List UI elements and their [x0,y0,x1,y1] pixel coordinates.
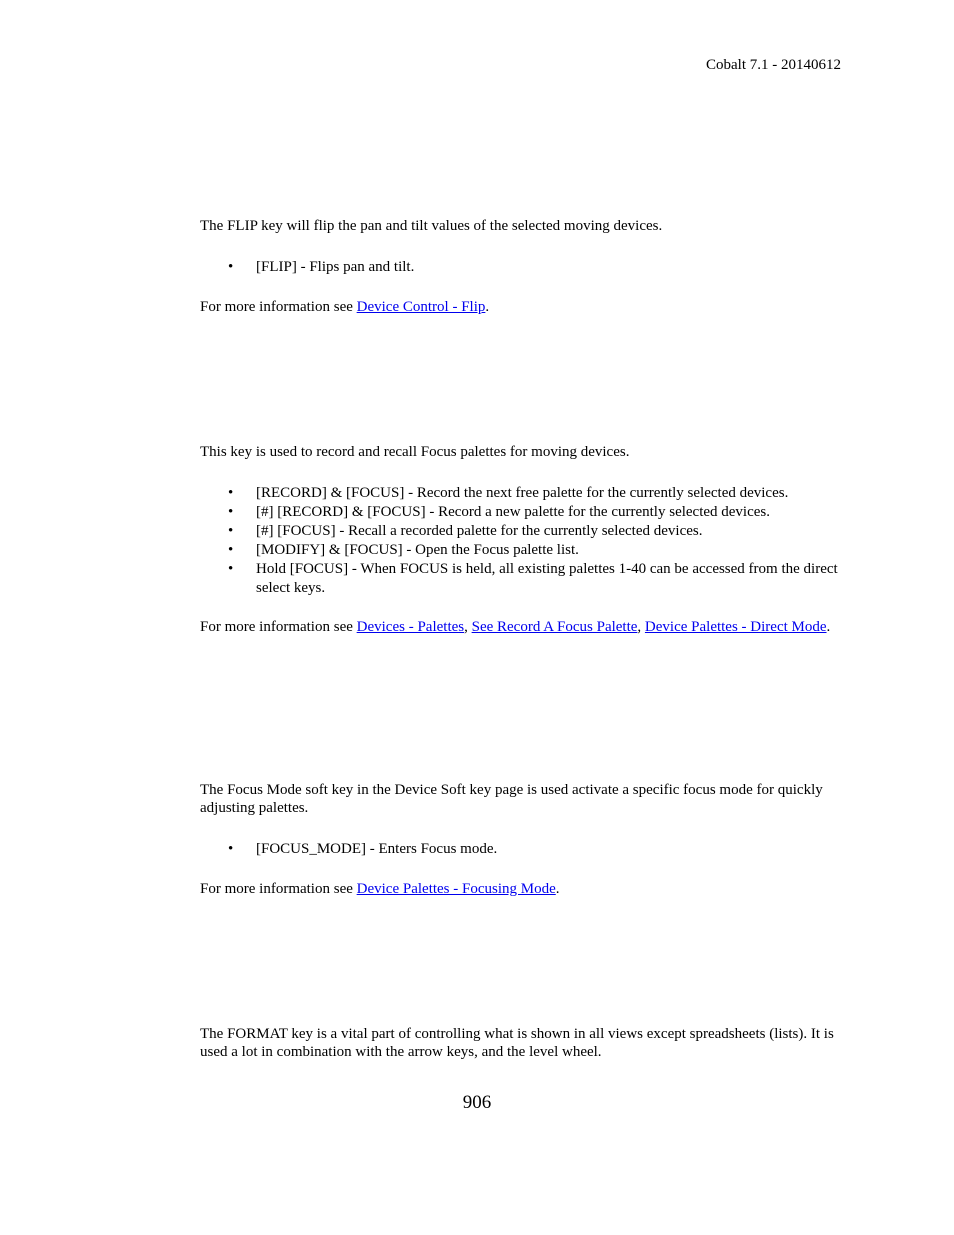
page-number: 906 [462,1092,492,1113]
bullet-icon: • [228,561,234,577]
list-item: • Hold [FOCUS] - When FOCUS is held, all existing palettes 1-40 can be accessed from the direct select keys. [228,561,838,596]
focus-mode-intro: The Focus Mode soft key in the Device Soft key page is used activate a specific focus mode for quickly adjusting palettes. [200,782,823,816]
flip-bullet-list [200,258,840,277]
list-item: • [#] [RECORD] & [FOCUS] - Record a new palette for the currently selected devices. [228,504,771,520]
list-item: • [RECORD] & [FOCUS] - Record the next free palette for the currently selected devices. [228,485,789,501]
bullet-icon: • [228,504,234,520]
list-item: • [FOCUS_MODE] - Enters Focus mode. [228,841,498,857]
link-record-a-focus-palette[interactable]: See Record A Focus Palette [471,619,638,635]
link-device-palettes-direct-mode[interactable]: Device Palettes - Direct Mode [644,619,827,635]
focus-mode-bullet-list [200,840,840,859]
list-item: • [#] [FOCUS] - Recall a recorded palette for the currently selected devices. [228,523,703,539]
link-devices-palettes[interactable]: Devices - Palettes [356,619,465,635]
bullet-icon: • [228,259,234,275]
bullet-icon: • [228,485,234,501]
link-device-control-flip[interactable]: Device Control - Flip [356,299,486,315]
list-item: • [MODIFY] & [FOCUS] - Open the Focus palette list. [228,542,579,558]
flip-more-info: For more information see Device Control - Flip. [200,299,490,315]
bullet-icon: • [228,523,234,539]
focus-bullet-list [200,484,840,598]
flip-intro: The FLIP key will flip the pan and tilt values of the selected moving devices. [200,218,663,234]
running-header: Cobalt 7.1 - 20140612 [706,57,841,73]
link-device-palettes-focusing-mode[interactable]: Device Palettes - Focusing Mode [356,881,556,897]
bullet-icon: • [228,841,234,857]
focus-intro: This key is used to record and recall Focus palettes for moving devices. [200,444,630,460]
bullet-icon: • [228,542,234,558]
list-item: • [FLIP] - Flips pan and tilt. [228,259,415,275]
format-intro: The FORMAT key is a vital part of controlling what is shown in all views except spreadsheets (lists). It is used a lot in combination with the arrow keys, and the level wheel. [200,1026,834,1060]
focus-more-info: For more information see Devices - Palettes, See Record A Focus Palette, Device Palettes - Direct Mode. [200,619,831,635]
focus-mode-more-info: For more information see Device Palettes - Focusing Mode. [200,881,560,897]
